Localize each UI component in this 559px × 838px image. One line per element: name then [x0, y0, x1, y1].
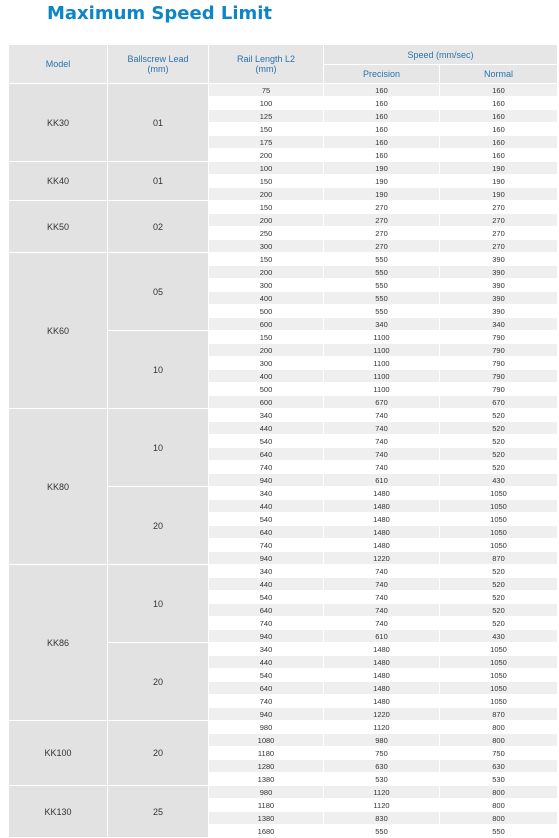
rail-length-cell: 500	[209, 305, 324, 318]
rail-length-cell: 150	[209, 331, 324, 344]
precision-speed-cell: 740	[324, 565, 440, 578]
normal-speed-cell: 1050	[440, 695, 558, 708]
rail-length-cell: 300	[209, 240, 324, 253]
precision-speed-cell: 1120	[324, 721, 440, 734]
normal-speed-cell: 190	[440, 175, 558, 188]
rail-length-cell: 940	[209, 474, 324, 487]
rail-length-cell: 340	[209, 565, 324, 578]
normal-speed-cell: 1050	[440, 682, 558, 695]
precision-speed-cell: 1480	[324, 539, 440, 552]
lead-cell: 01	[108, 162, 209, 201]
lead-cell: 20	[108, 487, 209, 565]
rail-length-cell: 200	[209, 214, 324, 227]
normal-speed-cell: 390	[440, 279, 558, 292]
normal-speed-cell: 160	[440, 123, 558, 136]
rail-length-cell: 640	[209, 682, 324, 695]
header-model: Model	[9, 45, 108, 84]
rail-length-cell: 540	[209, 591, 324, 604]
rail-length-cell: 1380	[209, 812, 324, 825]
precision-speed-cell: 830	[324, 812, 440, 825]
rail-length-cell: 1080	[209, 734, 324, 747]
rail-length-cell: 540	[209, 669, 324, 682]
rail-length-cell: 740	[209, 539, 324, 552]
precision-speed-cell: 670	[324, 396, 440, 409]
precision-speed-cell: 740	[324, 448, 440, 461]
normal-speed-cell: 790	[440, 383, 558, 396]
rail-length-cell: 300	[209, 357, 324, 370]
precision-speed-cell: 740	[324, 578, 440, 591]
rail-length-cell: 740	[209, 695, 324, 708]
normal-speed-cell: 520	[440, 461, 558, 474]
rail-length-cell: 500	[209, 383, 324, 396]
normal-speed-cell: 160	[440, 110, 558, 123]
normal-speed-cell: 160	[440, 97, 558, 110]
model-cell: KK60	[9, 253, 108, 409]
normal-speed-cell: 160	[440, 84, 558, 97]
precision-speed-cell: 1120	[324, 799, 440, 812]
model-cell: KK40	[9, 162, 108, 201]
precision-speed-cell: 270	[324, 201, 440, 214]
precision-speed-cell: 160	[324, 97, 440, 110]
model-cell: KK86	[9, 565, 108, 721]
header-speed: Speed (mm/sec)	[324, 45, 558, 65]
precision-speed-cell: 1220	[324, 552, 440, 565]
rail-length-cell: 300	[209, 279, 324, 292]
precision-speed-cell: 530	[324, 773, 440, 786]
precision-speed-cell: 270	[324, 240, 440, 253]
normal-speed-cell: 520	[440, 617, 558, 630]
precision-speed-cell: 740	[324, 435, 440, 448]
normal-speed-cell: 530	[440, 773, 558, 786]
rail-length-cell: 600	[209, 318, 324, 331]
precision-speed-cell: 1100	[324, 357, 440, 370]
table-row	[9, 253, 558, 266]
rail-length-cell: 440	[209, 578, 324, 591]
normal-speed-cell: 1050	[440, 513, 558, 526]
precision-speed-cell: 610	[324, 630, 440, 643]
normal-speed-cell: 270	[440, 214, 558, 227]
precision-speed-cell: 160	[324, 123, 440, 136]
lead-cell: 10	[108, 331, 209, 409]
header-normal: Normal	[440, 65, 558, 84]
lead-cell: 20	[108, 643, 209, 721]
precision-speed-cell: 550	[324, 292, 440, 305]
rail-length-cell: 740	[209, 461, 324, 474]
rail-length-cell: 540	[209, 435, 324, 448]
precision-speed-cell: 740	[324, 604, 440, 617]
normal-speed-cell: 800	[440, 721, 558, 734]
rail-length-cell: 1280	[209, 760, 324, 773]
rail-length-cell: 1380	[209, 773, 324, 786]
precision-speed-cell: 1480	[324, 526, 440, 539]
precision-speed-cell: 1480	[324, 643, 440, 656]
precision-speed-cell: 630	[324, 760, 440, 773]
table-row	[9, 201, 558, 214]
normal-speed-cell: 550	[440, 825, 558, 838]
normal-speed-cell: 1050	[440, 539, 558, 552]
speed-limit-table	[8, 44, 558, 838]
normal-speed-cell: 1050	[440, 656, 558, 669]
precision-speed-cell: 1480	[324, 695, 440, 708]
normal-speed-cell: 520	[440, 591, 558, 604]
precision-speed-cell: 550	[324, 266, 440, 279]
normal-speed-cell: 520	[440, 604, 558, 617]
normal-speed-cell: 670	[440, 396, 558, 409]
normal-speed-cell: 870	[440, 708, 558, 721]
rail-length-cell: 1180	[209, 747, 324, 760]
normal-speed-cell: 790	[440, 357, 558, 370]
precision-speed-cell: 340	[324, 318, 440, 331]
model-cell: KK100	[9, 721, 108, 786]
rail-length-cell: 175	[209, 136, 324, 149]
normal-speed-cell: 390	[440, 266, 558, 279]
precision-speed-cell: 740	[324, 422, 440, 435]
rail-length-cell: 940	[209, 552, 324, 565]
normal-speed-cell: 160	[440, 136, 558, 149]
precision-speed-cell: 1100	[324, 331, 440, 344]
rail-length-cell: 200	[209, 344, 324, 357]
precision-speed-cell: 740	[324, 617, 440, 630]
rail-length-cell: 150	[209, 123, 324, 136]
lead-cell: 01	[108, 84, 209, 162]
rail-length-cell: 340	[209, 643, 324, 656]
precision-speed-cell: 750	[324, 747, 440, 760]
precision-speed-cell: 1480	[324, 500, 440, 513]
precision-speed-cell: 1100	[324, 370, 440, 383]
lead-cell: 05	[108, 253, 209, 331]
normal-speed-cell: 520	[440, 448, 558, 461]
rail-length-cell: 940	[209, 630, 324, 643]
rail-length-cell: 100	[209, 97, 324, 110]
table-row	[9, 162, 558, 175]
precision-speed-cell: 740	[324, 461, 440, 474]
rail-length-cell: 400	[209, 370, 324, 383]
normal-speed-cell: 790	[440, 331, 558, 344]
lead-cell: 25	[108, 786, 209, 838]
rail-length-cell: 600	[209, 396, 324, 409]
precision-speed-cell: 160	[324, 136, 440, 149]
normal-speed-cell: 390	[440, 253, 558, 266]
rail-length-cell: 940	[209, 708, 324, 721]
lead-cell: 10	[108, 565, 209, 643]
normal-speed-cell: 520	[440, 565, 558, 578]
model-cell: KK130	[9, 786, 108, 838]
rail-length-cell: 640	[209, 448, 324, 461]
normal-speed-cell: 790	[440, 344, 558, 357]
normal-speed-cell: 1050	[440, 500, 558, 513]
precision-speed-cell: 550	[324, 253, 440, 266]
precision-speed-cell: 980	[324, 734, 440, 747]
normal-speed-cell: 1050	[440, 487, 558, 500]
normal-speed-cell: 520	[440, 409, 558, 422]
normal-speed-cell: 430	[440, 474, 558, 487]
precision-speed-cell: 550	[324, 305, 440, 318]
rail-length-cell: 1680	[209, 825, 324, 838]
rail-length-cell: 640	[209, 526, 324, 539]
rail-length-cell: 125	[209, 110, 324, 123]
table-row	[9, 786, 558, 799]
normal-speed-cell: 1050	[440, 669, 558, 682]
precision-speed-cell: 160	[324, 149, 440, 162]
model-cell: KK50	[9, 201, 108, 253]
rail-length-cell: 540	[209, 513, 324, 526]
rail-length-cell: 340	[209, 409, 324, 422]
normal-speed-cell: 1050	[440, 643, 558, 656]
precision-speed-cell: 740	[324, 409, 440, 422]
normal-speed-cell: 800	[440, 812, 558, 825]
precision-speed-cell: 1480	[324, 682, 440, 695]
header-rail-length: Rail Length L2 (mm)	[209, 45, 324, 84]
normal-speed-cell: 800	[440, 786, 558, 799]
normal-speed-cell: 790	[440, 370, 558, 383]
normal-speed-cell: 270	[440, 240, 558, 253]
lead-cell: 10	[108, 409, 209, 487]
precision-speed-cell: 1480	[324, 487, 440, 500]
rail-length-cell: 150	[209, 253, 324, 266]
precision-speed-cell: 1480	[324, 513, 440, 526]
normal-speed-cell: 800	[440, 799, 558, 812]
normal-speed-cell: 270	[440, 227, 558, 240]
page-title: Maximum Speed Limit	[47, 3, 273, 24]
normal-speed-cell: 870	[440, 552, 558, 565]
precision-speed-cell: 190	[324, 162, 440, 175]
rail-length-cell: 980	[209, 786, 324, 799]
normal-speed-cell: 340	[440, 318, 558, 331]
lead-cell: 20	[108, 721, 209, 786]
normal-speed-cell: 390	[440, 292, 558, 305]
rail-length-cell: 75	[209, 84, 324, 97]
precision-speed-cell: 270	[324, 214, 440, 227]
rail-length-cell: 1180	[209, 799, 324, 812]
rail-length-cell: 200	[209, 266, 324, 279]
precision-speed-cell: 160	[324, 110, 440, 123]
normal-speed-cell: 160	[440, 149, 558, 162]
precision-speed-cell: 610	[324, 474, 440, 487]
model-cell: KK30	[9, 84, 108, 162]
normal-speed-cell: 390	[440, 305, 558, 318]
header-precision: Precision	[324, 65, 440, 84]
normal-speed-cell: 520	[440, 578, 558, 591]
precision-speed-cell: 1220	[324, 708, 440, 721]
normal-speed-cell: 430	[440, 630, 558, 643]
rail-length-cell: 980	[209, 721, 324, 734]
normal-speed-cell: 1050	[440, 526, 558, 539]
normal-speed-cell: 190	[440, 188, 558, 201]
rail-length-cell: 440	[209, 656, 324, 669]
precision-speed-cell: 270	[324, 227, 440, 240]
rail-length-cell: 200	[209, 149, 324, 162]
precision-speed-cell: 1100	[324, 383, 440, 396]
rail-length-cell: 440	[209, 422, 324, 435]
rail-length-cell: 640	[209, 604, 324, 617]
normal-speed-cell: 520	[440, 422, 558, 435]
model-cell: KK80	[9, 409, 108, 565]
lead-cell: 02	[108, 201, 209, 253]
precision-speed-cell: 1100	[324, 344, 440, 357]
normal-speed-cell: 800	[440, 734, 558, 747]
rail-length-cell: 250	[209, 227, 324, 240]
precision-speed-cell: 160	[324, 84, 440, 97]
rail-length-cell: 150	[209, 201, 324, 214]
rail-length-cell: 200	[209, 188, 324, 201]
normal-speed-cell: 520	[440, 435, 558, 448]
rail-length-cell: 150	[209, 175, 324, 188]
rail-length-cell: 440	[209, 500, 324, 513]
table-row	[9, 84, 558, 97]
normal-speed-cell: 630	[440, 760, 558, 773]
normal-speed-cell: 750	[440, 747, 558, 760]
rail-length-cell: 340	[209, 487, 324, 500]
precision-speed-cell: 740	[324, 591, 440, 604]
rail-length-cell: 100	[209, 162, 324, 175]
rail-length-cell: 400	[209, 292, 324, 305]
precision-speed-cell: 550	[324, 279, 440, 292]
table-body	[9, 84, 558, 838]
precision-speed-cell: 1480	[324, 656, 440, 669]
normal-speed-cell: 270	[440, 201, 558, 214]
precision-speed-cell: 190	[324, 188, 440, 201]
header-ballscrew-lead: Ballscrew Lead (mm)	[108, 45, 209, 84]
normal-speed-cell: 190	[440, 162, 558, 175]
table-row	[9, 409, 558, 422]
precision-speed-cell: 1480	[324, 669, 440, 682]
rail-length-cell: 740	[209, 617, 324, 630]
table-row	[9, 721, 558, 734]
precision-speed-cell: 550	[324, 825, 440, 838]
precision-speed-cell: 1120	[324, 786, 440, 799]
precision-speed-cell: 190	[324, 175, 440, 188]
table-row	[9, 565, 558, 578]
